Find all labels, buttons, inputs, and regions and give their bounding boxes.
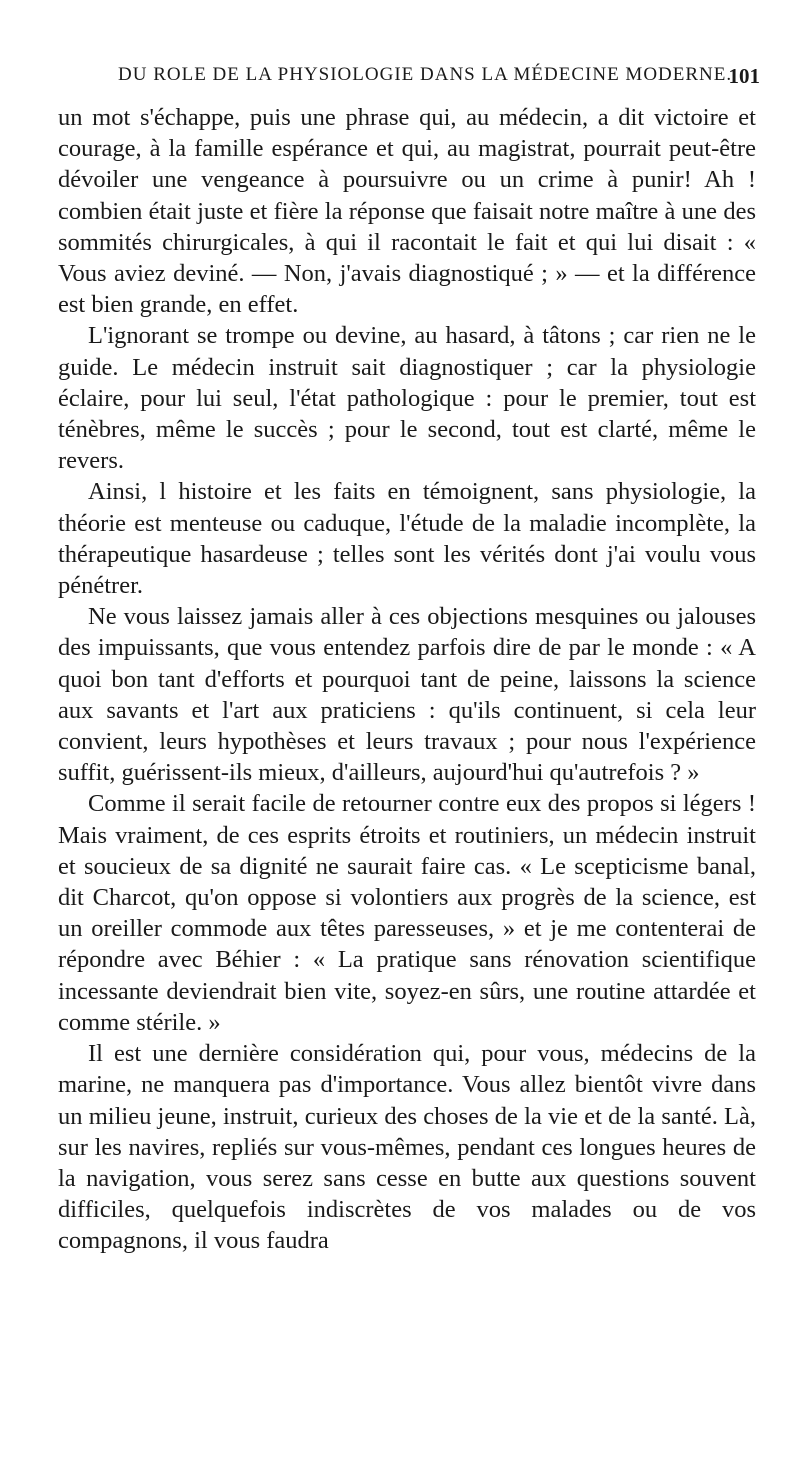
body-text xyxy=(58,102,756,1257)
paragraph: Comme il serait facile de retourner contre eux des propos si légers ! Mais vraiment, de ces esprits étroits et routiniers, un médecin instruit et soucieux de sa dignité ne saurait faire cas. « Le scepticisme banal, dit Charcot, qu'on oppose si volontiers aux progrès de la science, est un oreiller commode aux têtes paresseuses, » et je me contenterai de répondre avec Béhier : « La pratique sans rénovation scientifique incessante deviendrait bien vite, soyez-en sûrs, une routine attardée et comme stérile. » xyxy=(58,790,756,1036)
page-number: 101 xyxy=(728,64,760,88)
paragraph: Il est une dernière considération qui, pour vous, médecins de la marine, ne manquera pas d'importance. Vous allez bientôt vivre dans un milieu jeune, instruit, curieux des choses de la vie et de la santé. Là, sur les navires, repliés sur vous-mêmes, pendant ces longues heures de la navigation, vous serez sans cesse en butte aux questions souvent difficiles, quelquefois indiscrètes de vos malades ou de vos compagnons, il vous faudra xyxy=(58,1040,756,1255)
paragraph-continuation: un mot s'échappe, puis une phrase qui, au médecin, a dit victoire et courage, à la famille espérance et qui, au magistrat, pourrait peut-être dévoiler une vengeance à poursuivre ou un crime à punir! Ah ! combien était juste et fière la réponse que faisait notre maître à une des sommités chirurgicales, à qui il racontait le fait et qui lui disait : « Vous aviez deviné. — Non, j'avais diagnostiqué ; » — et la différence est bien grande, en effet. xyxy=(58,104,756,319)
paragraph: Ne vous laissez jamais aller à ces objections mesquines ou jalouses des impuissants, que vous entendez parfois dire de par le monde : « A quoi bon tant d'efforts et pourquoi tant de peine, laissons la science aux savants et l'art aux praticiens : qu'ils continuent, si cela leur convient, leurs hypothèses et leurs travaux ; pour nous l'expérience suffit, guérissent-ils mieux, d'ailleurs, aujourd'hui qu'autrefois ? » xyxy=(58,603,756,787)
paragraph: Ainsi, l histoire et les faits en témoignent, sans physiologie, la théorie est menteuse ou caduque, l'étude de la maladie incomplète, la thérapeutique hasardeuse ; telles sont les vérités dont j'ai voulu vous pénétrer. xyxy=(58,478,756,600)
running-header-title: DU ROLE DE LA PHYSIOLOGIE DANS LA MÉDECINE MODERNE. xyxy=(118,64,733,85)
running-header xyxy=(118,64,760,94)
paragraph: L'ignorant se trompe ou devine, au hasard, à tâtons ; car rien ne le guide. Le médecin instruit sait diagnostiquer ; car la physiologie éclaire, pour lui seul, l'état pathologique : pour le premier, tout est ténèbres, même le succès ; pour le second, tout est clarté, même le revers. xyxy=(58,322,756,475)
